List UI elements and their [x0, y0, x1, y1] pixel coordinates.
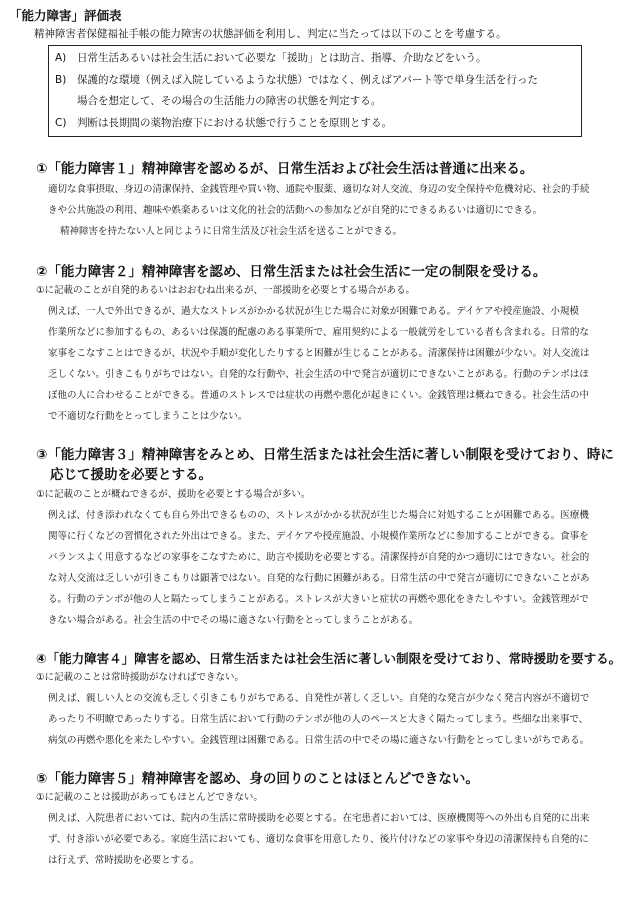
section-heading: ②「能力障害２」精神障害を認め、日常生活または社会生活に一定の制限を受ける。	[36, 264, 547, 280]
consideration-label: A)	[55, 52, 67, 64]
section-body-line: は行えず、常時援助を必要とする。	[48, 855, 200, 866]
section-heading: ④「能力障害４」障害を認め、日常生活または社会生活に著しい制限を受けており、常時援助を要する。	[36, 651, 622, 666]
section-subtitle: ①に記載のことは常時援助がなければできない。	[36, 672, 245, 683]
consideration-a	[55, 48, 487, 68]
section-subtitle: ①に記載のことは援助があってもほとんどできない。	[36, 792, 263, 803]
section-body-line: 例えば、付き添われなくても自ら外出できるものの、ストレスがかかる状況が生じた場合に対処することが困難である。医療機	[48, 510, 589, 521]
section-body-line: 作業所などに参加するもの、あるいは保護的配慮のある事業所で、雇用契約による一般就労をしている者も含まれる。日常的な	[48, 327, 589, 338]
section-body-line: 適切な食事摂取、身辺の清潔保持、金銭管理や買い物、通院や服薬、適切な対人交流、身辺の安全保持や危機対応、社会的手続	[48, 184, 590, 195]
consideration-text: 保護的な環境（例えば入院しているような状態）ではなく、例えばアパート等で単身生活を行った	[77, 74, 538, 86]
section-heading: ⑤「能力障害５」精神障害を認め、身の回りのことはほとんどできない。	[36, 771, 479, 787]
section-heading: ①「能力障害１」精神障害を認めるが、日常生活および社会生活は普通に出来る。	[36, 161, 534, 177]
consideration-b	[55, 70, 538, 90]
section-body-line: 病気の再燃や悪化を来たしやすい。金銭管理は困難である。日常生活の中でその場に適さない行動をとってしまいがちである。	[48, 735, 590, 746]
consideration-label: B)	[55, 74, 67, 86]
section-heading: ③「能力障害３」精神障害をみとめ、日常生活または社会生活に著しい制限を受けており、時に	[36, 447, 614, 463]
section-body-line: きない場合がある。社会生活の中でその場に適さない行動をとってしまうことがある。	[48, 615, 419, 626]
intro-text: 精神障害者保健福祉手帳の能力障害の状態評価を利用し、判定に当たっては以下のことを考慮する。	[34, 28, 507, 40]
section-body-line: で不適切な行動をとってしまうことは少ない。	[48, 411, 248, 422]
consideration-b-continued: 場合を想定して、その場合の生活能力の障害の状態を判定する。	[77, 95, 382, 107]
section-body-line: な対人交流は乏しいが引きこもりは顕著ではない。自発的な行動に困難がある。日常生活の中で発言が適切にできないことがあ	[48, 573, 590, 584]
consideration-c	[55, 113, 392, 133]
section-body-line: バランスよく用意するなどの家事をこなすために、助言や援助を必要とする。清潔保持が自発的かつ適切にはできない。社会的	[48, 552, 590, 563]
document-title: 「能力障害」評価表	[9, 8, 122, 23]
consideration-text: 判断は長期間の薬物治療下における状態で行うことを原則とする。	[77, 117, 392, 129]
consideration-text: 日常生活あるいは社会生活において必要な「援助」とは助言、指導、介助などをいう。	[77, 52, 487, 64]
section-body-line: 例えば、親しい人との交流も乏しく引きこもりがちである、自発性が著しく乏しい。自発的な発言が少なく発言内容が不適切で	[48, 693, 590, 704]
section-body-line: きや公共施設の利用、趣味や娯楽あるいは文化的社会的活動への参加などが自発的にできるあるいは適切にできる。	[48, 205, 543, 216]
section-body-line: ず、付き添いが必要である。家庭生活においても、適切な食事を用意したり、後片付けなどの家事や身辺の清潔保持も自発的に	[48, 834, 589, 845]
section-body-line: る。行動のテンポが他の人と隔たってしまうことがある。ストレスが大きいと症状の再燃や悪化をきたしやすい。金銭管理がで	[48, 594, 589, 605]
consideration-label: C)	[55, 117, 67, 129]
section-body-line: 例えば、一人で外出できるが、過大なストレスがかかる状況が生じた場合に対象が困難である。デイケアや授産施設、小規模	[48, 306, 579, 317]
section-body-line: 家事をこなすことはできるが、状況や手順が変化したりすると困難が生じることがある。清潔保持は困難が少ない。対人交流は	[48, 348, 590, 359]
section-body-line: 関等に行くなどの習慣化された外出はできる。また、デイケアや授産施設、小規模作業所などに参加することができる。食事を	[48, 531, 589, 542]
section-body-line: 精神障害を持たない人と同じように日常生活及び社会生活を送ることができる。	[60, 226, 403, 237]
section-body-line: 例えば、入院患者においては、院内の生活に常時援助を必要とする。在宅患者においては、医療機関等への外出も自発的に出来	[48, 813, 590, 824]
section-subtitle: ①に記載のことが概ねできるが、援助を必要とする場合が多い。	[36, 489, 311, 500]
section-subtitle: ①に記載のことが自発的あるいはおおむね出来るが、一部援助を必要とする場合がある。	[36, 285, 416, 296]
section-body-line: ぼ他の人に合わせることができる。普通のストレスでは症状の再燃や悪化が起きにくい。金銭管理は概ねできる。社会生活の中	[48, 390, 589, 401]
section-body-line: あったり不明瞭であったりする。日常生活において行動のテンポが他の人のペースと大きく隔たってしまう。些細な出来事で、	[48, 714, 589, 725]
section-body-line: 乏しくない。引きこもりがちではない。自発的な行動や、社会生活の中で発言が適切にできないことがある。行動のテンポはほ	[48, 369, 589, 380]
considerations-box	[48, 45, 582, 137]
section-heading-continued: 応じて援助を必要とする。	[50, 467, 212, 483]
